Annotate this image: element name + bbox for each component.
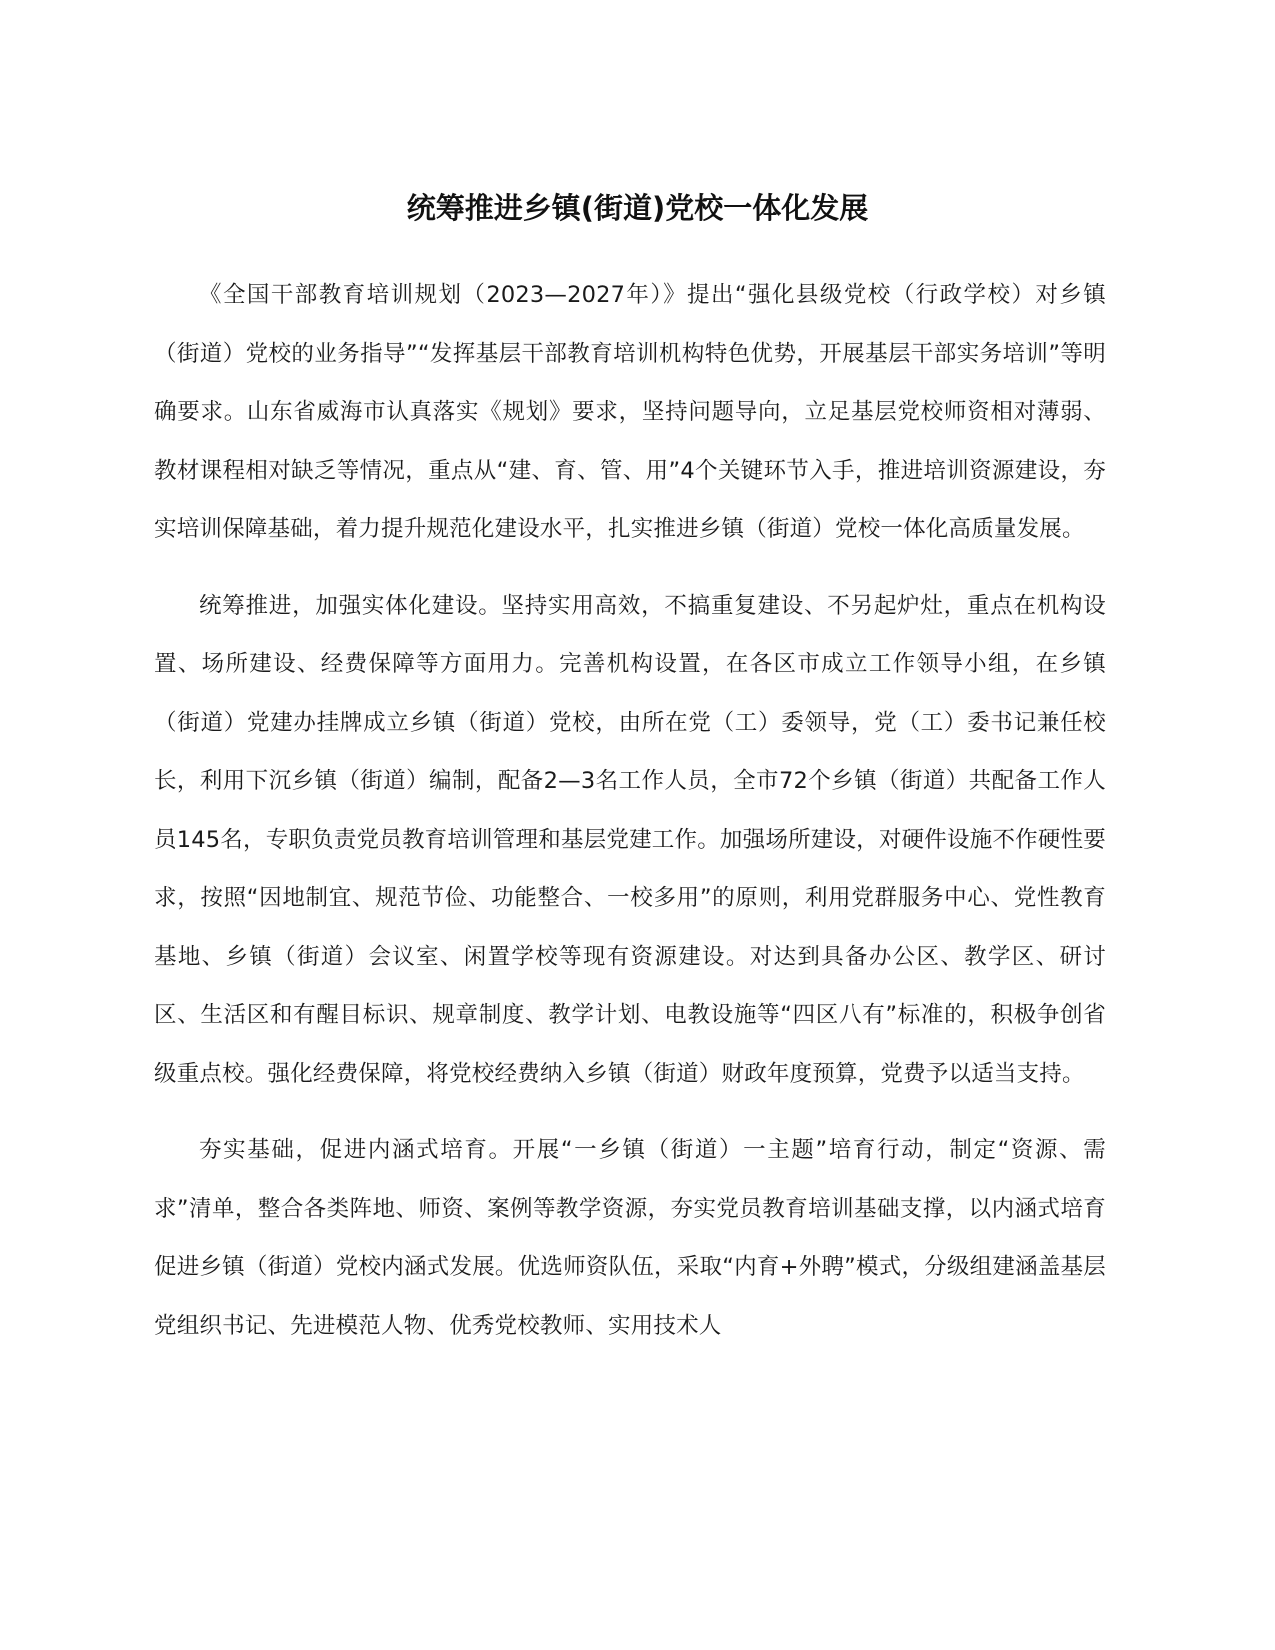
document-title: 统筹推进乡镇(街道)党校一体化发展 [406, 191, 869, 225]
paragraph-intro: 《全国干部教育培训规划（2023—2027年）》提出“强化县级党校（行政学校）对乡镇（街道）党校的业务指导”“发挥基层干部教育培训机构特色优势，开展基层干部实务培训”等明确要求。山东省威海市认真落实《规划》要求，坚持问题导向，立足基层党校师资相对薄弱、教材课程相对缺乏等情况，重点从“建、育、管、用”4个关键环节入手，推进培训资源建设，夯实培训保障基础，着力提升规范化建设水平，扎实推进乡镇（街道）党校一体化高质量发展。 [154, 282, 1106, 542]
document-body [154, 266, 1106, 1373]
paragraph-entity-building: 统筹推进，加强实体化建设。坚持实用高效，不搞重复建设、不另起炉灶，重点在机构设置、场所建设、经费保障等方面用力。完善机构设置，在各区市成立工作领导小组，在乡镇（街道）党建办挂牌成立乡镇（街道）党校，由所在党（工）委领导，党（工）委书记兼任校长，利用下沉乡镇（街道）编制，配备2—3名工作人员，全市72个乡镇（街道）共配备工作人员145名，专职负责党员教育培训管理和基层党建工作。加强场所建设，对硬件设施不作硬性要求，按照“因地制宜、规范节俭、功能整合、一校多用”的原则，利用党群服务中心、党性教育基地、乡镇（街道）会议室、闲置学校等现有资源建设。对达到具备办公区、教学区、研讨区、生活区和有醒目标识、规章制度、教学计划、电教设施等“四区八有”标准的，积极争创省级重点校。强化经费保障，将党校经费纳入乡镇（街道）财政年度预算，党费予以适当支持。 [154, 592, 1106, 1087]
paragraph-foundation: 夯实基础，促进内涵式培育。开展“一乡镇（街道）一主题”培育行动，制定“资源、需求”清单，整合各类阵地、师资、案例等教学资源，夯实党员教育培训基础支撑，以内涵式培育促进乡镇（街道）党校内涵式发展。优选师资队伍，采取“内育+外聘”模式，分级组建涵盖基层党组织书记、先进模范人物、优秀党校教师、实用技术人 [154, 1137, 1106, 1339]
